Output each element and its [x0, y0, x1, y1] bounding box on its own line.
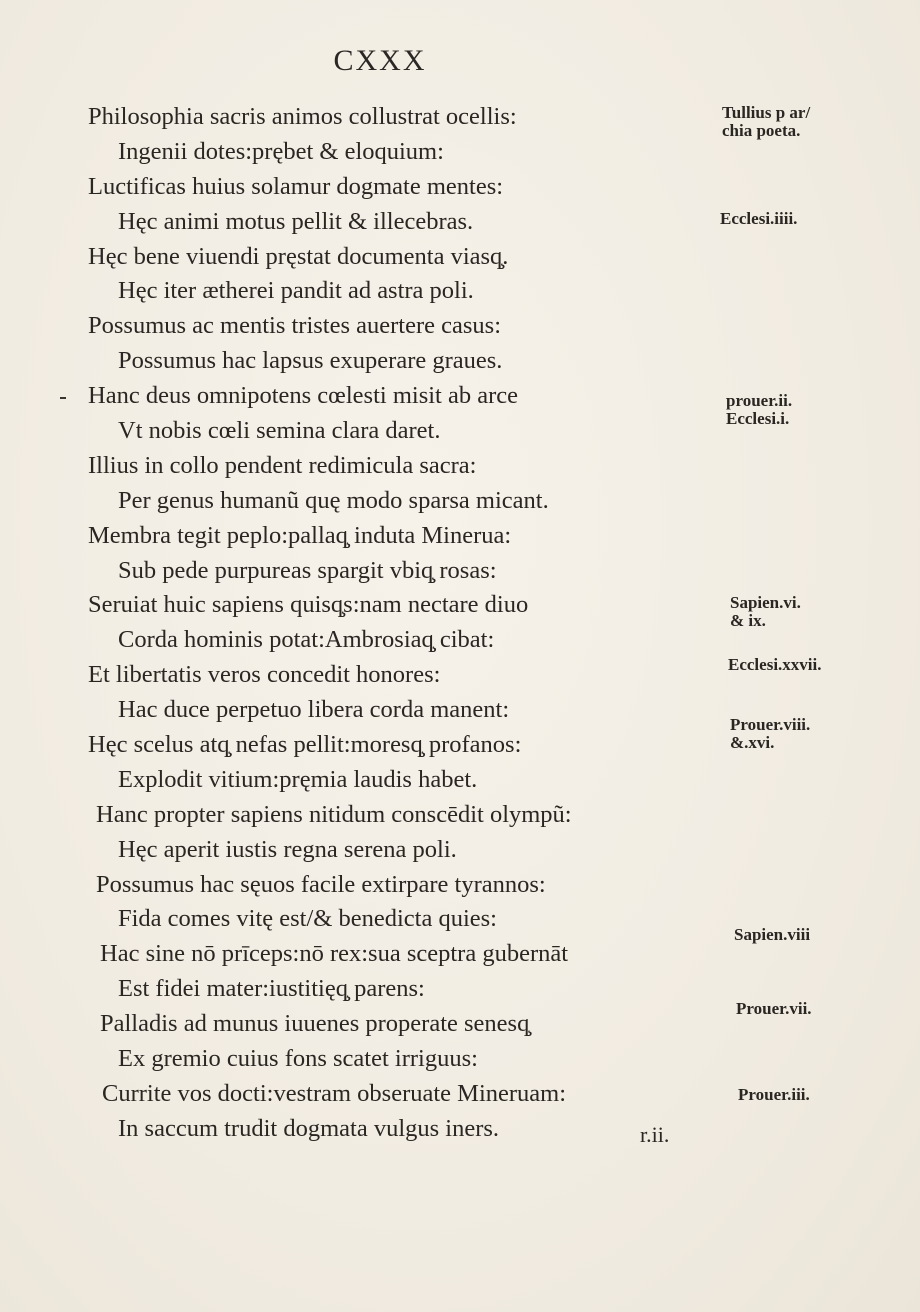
verse-line: Hęc animi motus pellit & illecebras. — [118, 207, 474, 235]
margin-mark — [60, 397, 66, 399]
margin-gloss-sapientia-6 — [730, 594, 801, 630]
verse-line: Hac duce perpetuo libera corda manent: — [118, 696, 510, 724]
verse-line: Hanc propter sapiens nitidum conscēdit olympũ: — [96, 800, 572, 828]
gloss-line: & ix. — [730, 611, 766, 630]
verse-line: In saccum trudit dogmata vulgus iners. — [118, 1114, 500, 1142]
verse-line: Hęc aperit iustis regna serena poli. — [118, 835, 457, 863]
verse-line: Est fidei mater:iustitięq̧ parens: — [118, 975, 425, 1003]
gloss-line: Prouer.iii. — [738, 1085, 810, 1104]
verse-line: Membra tegit peplo:pallaq̧ induta Minerua: — [88, 521, 512, 549]
margin-gloss-proverbs-3 — [738, 1086, 810, 1104]
verse-line: Hęc iter ætherei pandit ad astra poli. — [118, 277, 474, 305]
verse-line: Et libertatis veros concedit honores: — [88, 661, 441, 689]
verse-line: Hęc scelus atq̧ nefas pellit:moresq̧ profanos: — [88, 731, 522, 759]
verse-line: Ex gremio cuius fons scatet irriguus: — [118, 1045, 478, 1073]
verse-line: Explodit vitium:pręmia laudis habet. — [118, 765, 478, 793]
verse-column — [88, 100, 748, 1147]
gloss-line: chia poeta. — [722, 121, 801, 140]
verse-line: Palladis ad munus iuuenes properate senesq̧ — [100, 1010, 530, 1038]
verse-line: Vt nobis cœli semina clara daret. — [118, 417, 441, 445]
verse-line: Possumus hac sęuos facile extirpare tyrannos: — [96, 870, 546, 898]
signature-mark: r.ii. — [640, 1122, 670, 1147]
margin-gloss-proverbs-8 — [730, 716, 810, 752]
verse-line: Seruiat huic sapiens quisq̧s:nam nectare diuo — [88, 591, 529, 619]
verse-line: Hac sine nō prīceps:nō rex:sua sceptra gubernāt — [100, 940, 569, 968]
gloss-line: prouer.ii. — [726, 391, 793, 410]
verse-line: Fida comes vitę est/& benedicta quies: — [118, 905, 497, 933]
margin-gloss-sapientia-8 — [734, 926, 810, 944]
margin-gloss-ecclesiasticus-27 — [728, 656, 821, 674]
margin-gloss-ecclesiasticus-4 — [720, 210, 797, 228]
verse-line: Sub pede purpureas spargit vbiq̧ rosas: — [118, 556, 497, 584]
verse-line: Per genus humanũ quę modo sparsa micant. — [118, 486, 549, 514]
verse-line: Ingenii dotes:prębet & eloquium: — [118, 137, 444, 165]
verse-line: Hęc bene viuendi pręstat documenta viasq̧. — [88, 242, 509, 270]
margin-gloss-tullius — [722, 104, 810, 140]
folio-number: CXXX — [333, 44, 427, 77]
gloss-line: Tullius p ar/ — [722, 103, 811, 122]
verse-line: Hanc deus omnipotens cœlesti misit ab arce — [88, 382, 518, 410]
gloss-line: Sapien.vi. — [730, 593, 801, 612]
verse-line: Philosophia sacris animos collustrat ocellis: — [88, 103, 517, 130]
gloss-line: Sapien.viii — [734, 925, 811, 944]
margin-gloss-proverbs-2 — [726, 392, 792, 428]
margin-gloss-proverbs-7 — [736, 1000, 812, 1018]
gloss-line: Prouer.vii. — [736, 999, 812, 1018]
gloss-line: Ecclesi.xxvii. — [728, 655, 822, 674]
gloss-line: &.xvi. — [730, 733, 775, 752]
verse-line: Possumus ac mentis tristes auertere casus: — [88, 312, 502, 340]
gloss-line: Ecclesi.iiii. — [720, 209, 798, 228]
gloss-line: Prouer.viii. — [730, 715, 811, 734]
verse-line: Corda hominis potat:Ambrosiaq̧ cibat: — [118, 626, 495, 654]
verse-line: Illius in collo pendent redimicula sacra: — [88, 451, 477, 479]
gloss-line: Ecclesi.i. — [726, 409, 790, 428]
verse-line: Currite vos docti:vestram obseruate Mineruam: — [102, 1079, 567, 1107]
verse-line: Luctificas huius solamur dogmate mentes: — [88, 172, 504, 200]
verse-line: Possumus hac lapsus exuperare graues. — [118, 347, 503, 375]
